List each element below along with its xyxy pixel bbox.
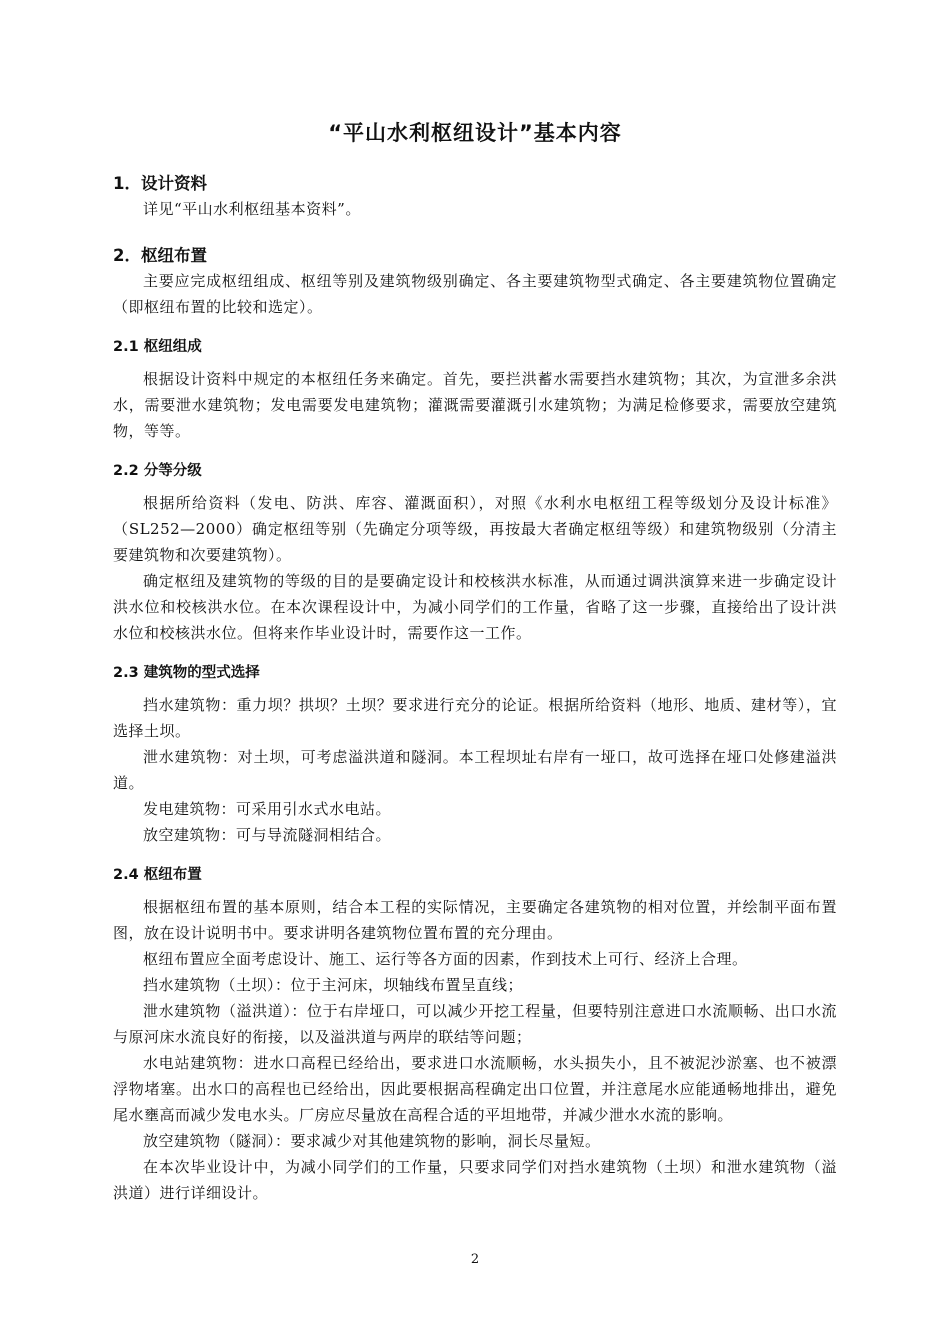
subsection-heading-2-1: 2.1 枢纽组成 — [113, 339, 202, 355]
page-number: 2 — [470, 1252, 480, 1267]
paragraph: 在本次毕业设计中，为减小同学们的工作量，只要求同学们对挡水建筑物（土坝）和泄水建筑物（溢洪道）进行详细设计。 — [113, 1158, 837, 1202]
section-heading-1: 1．设计资料 — [113, 174, 207, 193]
paragraph: 水电站建筑物：进水口高程已经给出，要求进口水流顺畅，水头损失小，且不被泥沙淤塞、也不被漂浮物堵塞。出水口的高程也已经给出，因此要根据高程确定出口位置，并注意尾水应能通畅地排出，避免尾水壅高而减少发电水头。厂房应尽量放在高程合适的平坦地带，并减少泄水水流的影响。 — [113, 1054, 837, 1124]
subsection-heading-2-4: 2.4 枢纽布置 — [113, 867, 202, 883]
paragraph: 泄水建筑物：对土坝，可考虑溢洪道和隧洞。本工程坝址右岸有一垭口，故可选择在垭口处修建溢洪道。 — [113, 748, 837, 792]
paragraph: 根据所给资料（发电、防洪、库容、灌溉面积），对照《水利水电枢纽工程等级划分及设计标准》（SL252—2000）确定枢纽等别（先确定分项等级，再按最大者确定枢纽等级）和建筑物级别（分清主要建筑物和次要建筑物）。 — [113, 494, 837, 564]
page-title: “平山水利枢纽设计”基本内容 — [328, 121, 622, 145]
paragraph: 确定枢纽及建筑物的等级的目的是要确定设计和校核洪水标准，从而通过调洪演算来进一步确定设计洪水位和校核洪水位。在本次课程设计中，为减小同学们的工作量，省略了这一步骤，直接给出了设计洪水位和校核洪水位。但将来作毕业设计时，需要作这一工作。 — [113, 572, 837, 642]
section-heading-2: 2．枢纽布置 — [113, 246, 207, 265]
paragraph: 发电建筑物：可采用引水式水电站。 — [143, 800, 392, 818]
paragraph: 泄水建筑物（溢洪道）：位于右岸垭口，可以减少开挖工程量，但要特别注意进口水流顺畅、出口水流与原河床水流良好的衔接，以及溢洪道与两岸的联结等问题； — [113, 1002, 837, 1046]
paragraph: 挡水建筑物：重力坝？拱坝？土坝？要求进行充分的论证。根据所给资料（地形、地质、建材等），宜选择土坝。 — [113, 696, 837, 740]
subsection-heading-2-3: 2.3 建筑物的型式选择 — [113, 665, 260, 681]
page-content — [113, 118, 837, 1206]
paragraph: 详见“平山水利枢纽基本资料”。 — [143, 200, 361, 218]
paragraph: 放空建筑物：可与导流隧洞相结合。 — [143, 826, 392, 844]
paragraph: 主要应完成枢纽组成、枢纽等别及建筑物级别确定、各主要建筑物型式确定、各主要建筑物位置确定（即枢纽布置的比较和选定）。 — [113, 272, 837, 316]
paragraph: 挡水建筑物（土坝）：位于主河床，坝轴线布置呈直线； — [143, 976, 524, 994]
paragraph: 枢纽布置应全面考虑设计、施工、运行等各方面的因素，作到技术上可行、经济上合理。 — [143, 950, 748, 968]
paragraph: 根据设计资料中规定的本枢纽任务来确定。首先，要拦洪蓄水需要挡水建筑物；其次，为宣泄多余洪水，需要泄水建筑物；发电需要发电建筑物；灌溉需要灌溉引水建筑物；为满足检修要求，需要放空建筑物，等等。 — [113, 370, 837, 440]
paragraph: 根据枢纽布置的基本原则，结合本工程的实际情况，主要确定各建筑物的相对位置，并绘制平面布置图，放在设计说明书中。要求讲明各建筑物位置布置的充分理由。 — [113, 898, 837, 942]
paragraph: 放空建筑物（隧洞）：要求减少对其他建筑物的影响，洞长尽量短。 — [143, 1132, 601, 1150]
subsection-heading-2-2: 2.2 分等分级 — [113, 463, 202, 479]
